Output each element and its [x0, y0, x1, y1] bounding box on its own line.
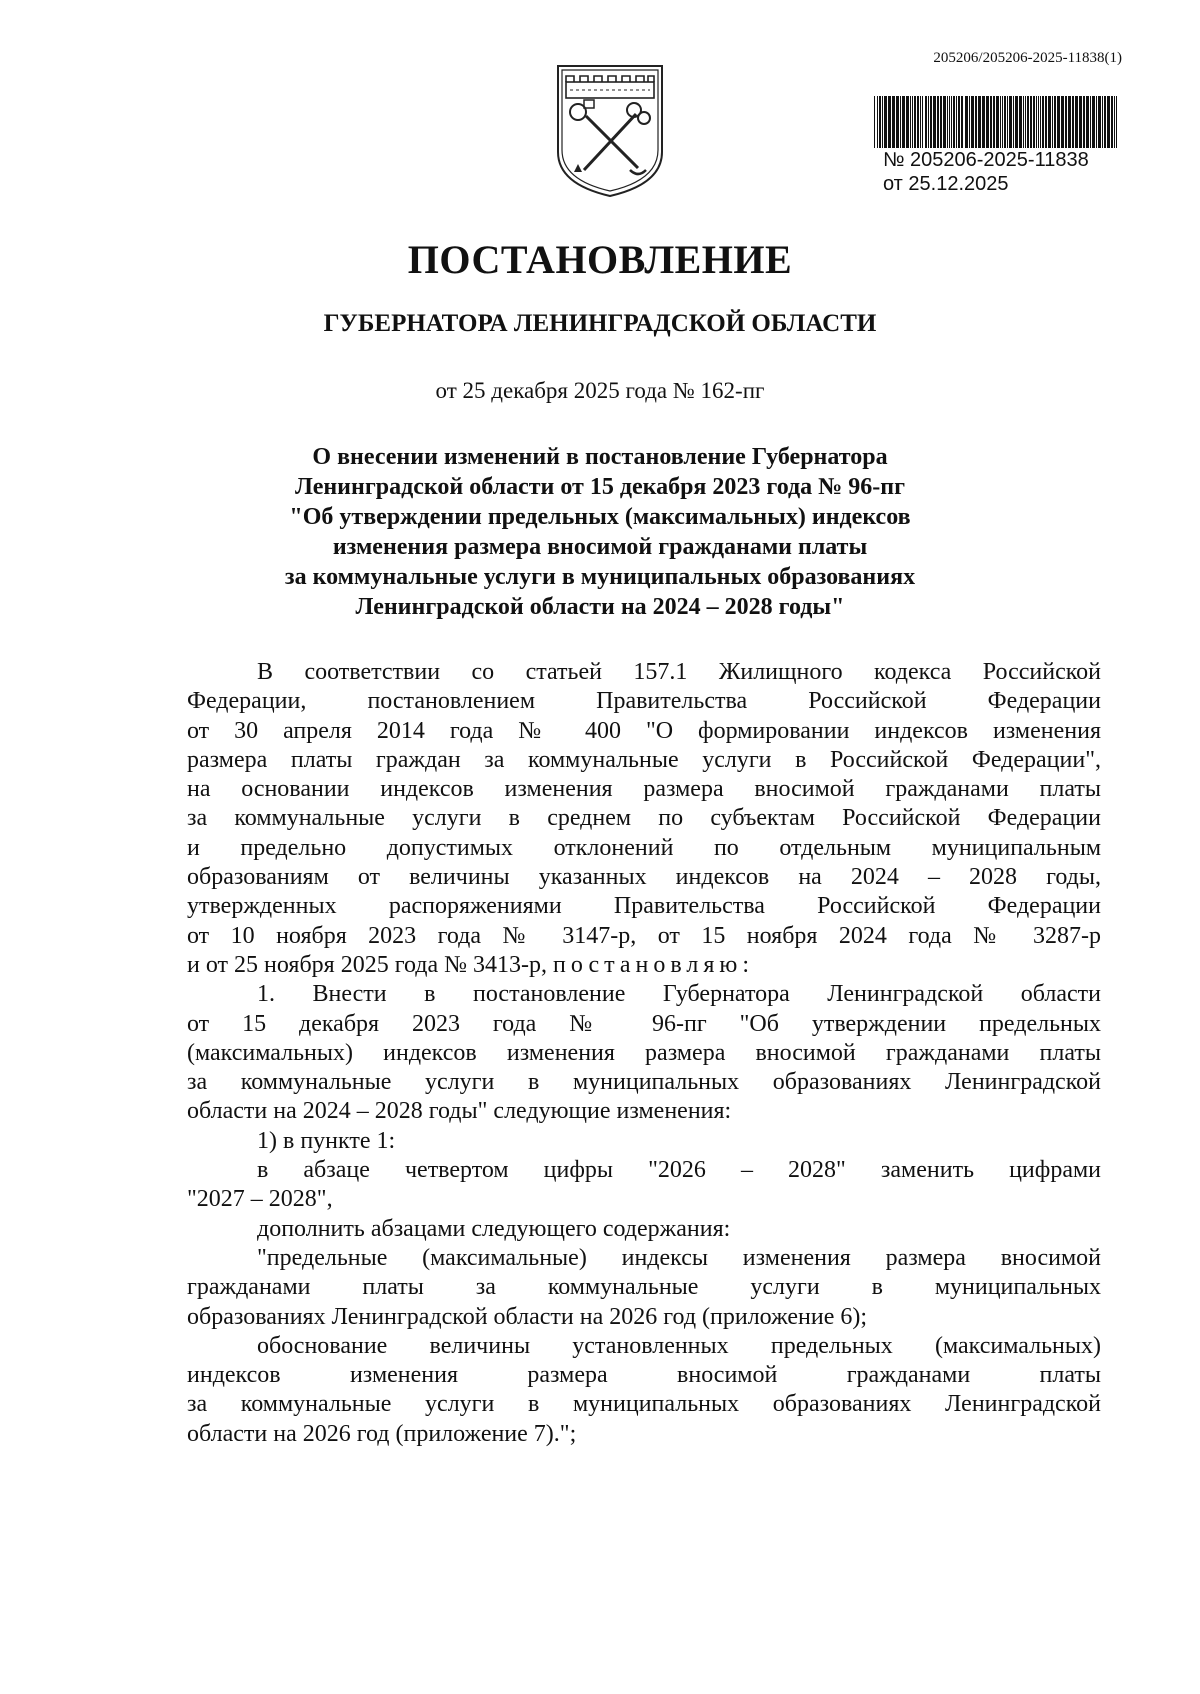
barcode-bar — [1042, 96, 1044, 148]
barcode-bar — [1036, 96, 1037, 148]
barcode-bar — [925, 96, 927, 148]
barcode-bar — [982, 96, 985, 148]
barcode-bar — [1090, 96, 1091, 148]
barcode-bar — [1013, 96, 1014, 148]
barcode-bar — [877, 96, 878, 148]
barcode-bar — [951, 96, 952, 148]
barcode-bar — [884, 96, 887, 148]
quote-paragraph-1 — [187, 1244, 1101, 1332]
barcode-bar — [1068, 96, 1071, 148]
text-line: утвержденных распоряжениями Правительства Российской Федерации — [187, 893, 1101, 920]
barcode-bar — [892, 96, 895, 148]
text-line: за коммунальные услуги в муниципальных образованиях Ленинградской — [187, 1069, 1101, 1096]
text-line: в абзаце четвертом цифры "2026 – 2028" заменить цифрами — [257, 1157, 1101, 1184]
barcode-bar — [993, 96, 995, 148]
subject-line: "Об утверждении предельных (максимальных) индексов — [289, 504, 911, 530]
text-line: "2027 – 2028", — [187, 1186, 333, 1213]
text-line: индексов изменения размера вносимой гражданами платы — [187, 1362, 1101, 1389]
text-line — [187, 951, 1101, 980]
barcode-bar — [1023, 96, 1024, 148]
barcode-bar — [990, 96, 992, 148]
subject-line: Ленинградской области от 15 декабря 2023 года № 96-пг — [294, 474, 906, 500]
barcode-bar — [933, 96, 936, 148]
barcode-bar — [1007, 96, 1008, 148]
barcode-bar — [1038, 96, 1039, 148]
registration-stamp — [883, 148, 1089, 196]
barcode-bar — [996, 96, 999, 148]
barcode-bar — [920, 96, 921, 148]
text-line: и предельно допустимых отклонений по отдельным муниципальным — [187, 834, 1101, 861]
barcode-bar — [943, 96, 946, 148]
barcode-bar — [1102, 96, 1103, 148]
text-line: за коммунальные услуги в муниципальных образованиях Ленинградской — [187, 1391, 1101, 1418]
text-line: размера платы граждан за коммунальные услуги в Российской Федерации", — [187, 746, 1101, 773]
text-line: области на 2024 – 2028 годы" следующие изменения: — [187, 1098, 732, 1125]
text-line: образованиях Ленинградской области на 2026 год (приложение 6); — [187, 1303, 868, 1330]
barcode-bar — [1075, 96, 1078, 148]
text-line: гражданами платы за коммунальные услуги в муниципальных — [187, 1274, 1101, 1301]
barcode-bar — [879, 96, 881, 148]
text-line: обоснование величины установленных предельных (максимальных) — [257, 1332, 1101, 1359]
barcode-bar — [896, 96, 899, 148]
barcode-bar — [953, 96, 955, 148]
barcode-bar — [888, 96, 891, 148]
barcode-bar — [1104, 96, 1106, 148]
document-date-number: от 25 декабря 2025 года № 162-пг — [435, 378, 765, 403]
add-paragraph: дополнить абзацами следующего содержания: — [257, 1215, 731, 1242]
text-line: от 10 ноября 2023 года № 3147-р, от 15 ноября 2024 года № 3287-р — [187, 922, 1101, 949]
preamble-last: и от 25 ноября 2025 года № 3413-р, — [187, 951, 547, 978]
barcode-bar — [1079, 96, 1082, 148]
barcode-bar — [986, 96, 989, 148]
barcode-bar — [1057, 96, 1060, 148]
document-body — [187, 658, 1101, 1449]
barcode-bar — [947, 96, 948, 148]
barcode-bar — [1107, 96, 1110, 148]
barcode-bar — [1002, 96, 1003, 148]
barcode-bar — [937, 96, 939, 148]
barcode-bar — [1065, 96, 1067, 148]
barcode-bar — [940, 96, 942, 148]
barcode-bar — [917, 96, 919, 148]
document-subject — [200, 442, 1000, 622]
subject-line: изменения размера вносимой гражданами платы — [332, 534, 868, 560]
subject-line: Ленинградской области на 2024 – 2028 годы" — [355, 594, 845, 620]
barcode-bar — [1040, 96, 1041, 148]
barcode-bar — [882, 96, 883, 148]
resolve-word: постановляю: — [553, 951, 754, 978]
barcode-bar — [900, 96, 901, 148]
text-line: "предельные (максимальные) индексы изменения размера вносимой — [257, 1244, 1101, 1271]
barcode-bar — [1004, 96, 1006, 148]
barcode-bar — [1045, 96, 1047, 148]
barcode-bar — [956, 96, 957, 148]
abzac-paragraph — [187, 1156, 1101, 1215]
barcode-bar — [930, 96, 932, 148]
barcode-bar — [1030, 96, 1032, 148]
barcode-bar — [958, 96, 960, 148]
barcode-bar — [1000, 96, 1001, 148]
sub-item-1: 1) в пункте 1: — [257, 1127, 396, 1154]
barcode-bar — [1033, 96, 1035, 148]
barcode-bar — [1096, 96, 1097, 148]
text-line: (максимальных) индексов изменения размера вносимой гражданами платы — [187, 1039, 1101, 1066]
barcode-bar — [1025, 96, 1026, 148]
text-line: от 15 декабря 2023 года № 96-пг "Об утверждении предельных — [187, 1010, 1101, 1037]
text-line: области на 2026 год (приложение 7)."; — [187, 1420, 577, 1447]
barcode-bar — [1048, 96, 1051, 148]
barcode-bar — [910, 96, 911, 148]
barcode-bar — [928, 96, 929, 148]
barcode-bar — [1019, 96, 1022, 148]
text-line: от 30 апреля 2014 года № 400 "О формировании индексов изменения — [187, 717, 1101, 744]
text-line: образованиям от величины указанных индексов на 2024 – 2028 годы, — [187, 864, 1101, 891]
barcode-bar — [1086, 96, 1089, 148]
subject-line: за коммунальные услуги в муниципальных образованиях — [284, 564, 916, 590]
barcode-bar — [922, 96, 923, 148]
barcode-bar — [1116, 96, 1117, 148]
barcode-bar — [1009, 96, 1012, 148]
barcode-bar — [1114, 96, 1115, 148]
text-line: на основании индексов изменения размера вносимой гражданами платы — [187, 776, 1101, 803]
registration-date: от 25.12.2025 — [883, 173, 1009, 195]
barcode-bar — [1083, 96, 1085, 148]
barcode-bar — [1111, 96, 1113, 148]
barcode-bar — [1052, 96, 1053, 148]
barcode-bar — [1072, 96, 1074, 148]
barcode-bar — [971, 96, 974, 148]
subject-line: О внесении изменений в постановление Губернатора — [312, 444, 888, 470]
barcode-bar — [978, 96, 981, 148]
barcode-bar — [914, 96, 916, 148]
barcode-bar — [1098, 96, 1101, 148]
text-line: 1. Внести в постановление Губернатора Ленинградской области — [257, 981, 1101, 1008]
reference-code: 205206/205206-2025-11838(1) — [933, 50, 1122, 66]
item-1-paragraph — [187, 980, 1101, 1126]
barcode-bar — [969, 96, 970, 148]
barcode-bar — [902, 96, 905, 148]
document-issuer: ГУБЕРНАТОРА ЛЕНИНГРАДСКОЙ ОБЛАСТИ — [323, 310, 877, 337]
barcode-bar — [949, 96, 950, 148]
barcode-bar — [1061, 96, 1064, 148]
barcode-bar — [1027, 96, 1029, 148]
barcode — [872, 96, 1120, 148]
barcode-bar — [1092, 96, 1095, 148]
barcode-bar — [874, 96, 875, 148]
barcode-bar — [912, 96, 913, 148]
registration-number: № 205206-2025-11838 — [883, 149, 1089, 171]
barcode-bar — [1054, 96, 1056, 148]
barcode-bar — [1015, 96, 1018, 148]
barcode-bar — [906, 96, 909, 148]
document-title: ПОСТАНОВЛЕНИЕ — [407, 237, 793, 282]
barcode-bar — [975, 96, 977, 148]
text-line: В соответствии со статьей 157.1 Жилищного кодекса Российской — [257, 659, 1101, 685]
barcode-bar — [965, 96, 968, 148]
quote-paragraph-2 — [187, 1332, 1101, 1449]
barcode-bar — [961, 96, 963, 148]
coat-of-arms-icon — [550, 60, 670, 200]
preamble-paragraph — [187, 658, 1101, 980]
text-line: Федерации, постановлением Правительства Российской Федерации — [187, 688, 1101, 715]
text-line: за коммунальные услуги в среднем по субъектам Российской Федерации — [187, 805, 1101, 832]
